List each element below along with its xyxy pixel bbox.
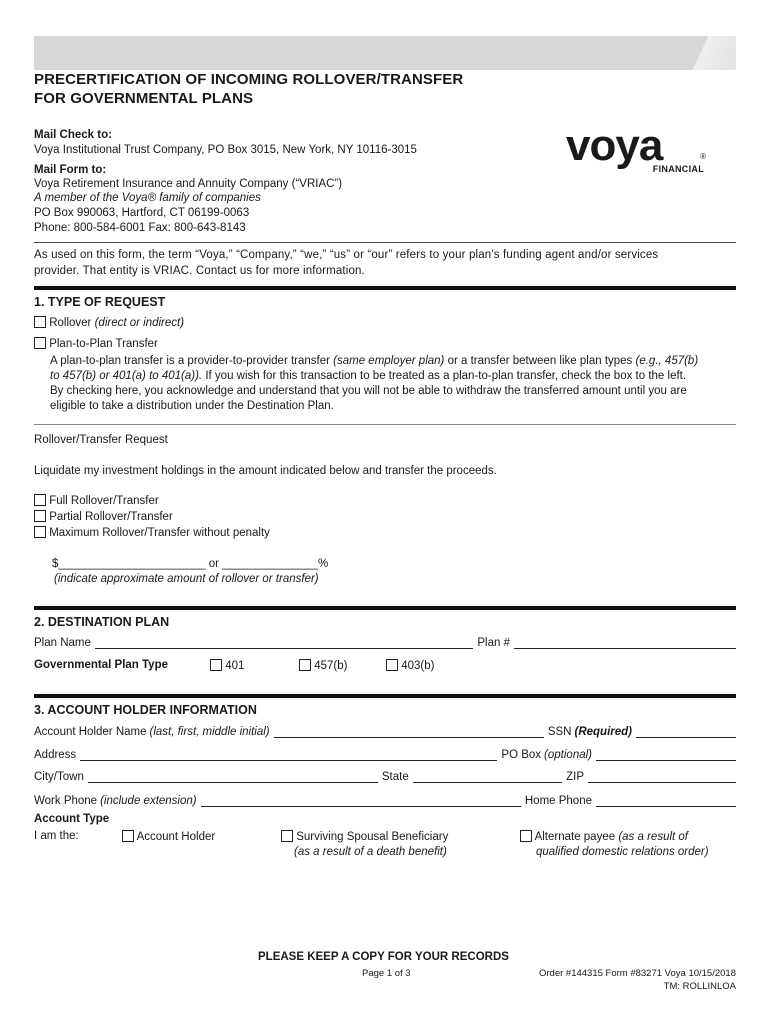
p2p-description bbox=[50, 354, 740, 414]
section-rule bbox=[34, 286, 736, 290]
full-rollover-option[interactable] bbox=[34, 494, 159, 509]
name-note: (last, first, middle initial) bbox=[149, 726, 270, 738]
spousal-beneficiary-option[interactable] bbox=[281, 830, 448, 845]
max-rollover-checkbox[interactable] bbox=[34, 526, 46, 538]
max-rollover-label: Maximum Rollover/Transfer without penalty bbox=[49, 527, 270, 539]
home-phone-field[interactable] bbox=[596, 795, 736, 807]
plan-type-403b-checkbox[interactable] bbox=[386, 659, 398, 671]
alternate-payee-checkbox[interactable] bbox=[520, 830, 532, 842]
banner-corner bbox=[672, 36, 736, 70]
plan-type-401[interactable] bbox=[210, 659, 244, 674]
alternate-payee-label: Alternate payee bbox=[534, 831, 616, 843]
section-rule bbox=[34, 606, 736, 610]
keep-copy-notice: PLEASE KEEP A COPY FOR YOUR RECORDS bbox=[258, 951, 509, 963]
home-phone-label: Home Phone bbox=[524, 795, 592, 807]
partial-rollover-label: Partial Rollover/Transfer bbox=[49, 511, 173, 523]
plan-type-457b-checkbox[interactable] bbox=[299, 659, 311, 671]
tm-code: TM: ROLLINLOA bbox=[663, 981, 736, 992]
account-holder-option[interactable] bbox=[122, 830, 215, 845]
p2p-text: If you wish for this transaction to be treated as a plan-to-plan transfer, check the box to the left. bbox=[202, 370, 687, 382]
alternate-payee-note: (as a result of bbox=[618, 831, 688, 843]
alternate-payee-note-2: qualified domestic relations order) bbox=[536, 846, 709, 858]
work-phone-label: Work Phone bbox=[34, 795, 98, 807]
account-holder-label: Account Holder bbox=[136, 831, 216, 843]
section1-heading: 1. TYPE OF REQUEST bbox=[34, 295, 166, 309]
account-name-row bbox=[34, 726, 736, 738]
zip-label: ZIP bbox=[566, 771, 584, 783]
work-phone-field[interactable] bbox=[201, 795, 521, 807]
spousal-note: (as a result of a death benefit) bbox=[294, 846, 447, 858]
order-info: Order #144315 Form #83271 Voya 10/15/2018 bbox=[538, 968, 736, 979]
city-field[interactable] bbox=[88, 771, 378, 783]
p2p-text-italic: (e.g., 457(b) bbox=[635, 355, 699, 367]
plan-type-401-label: 401 bbox=[225, 660, 245, 672]
zip-field[interactable] bbox=[588, 771, 736, 783]
phone-row bbox=[34, 795, 736, 807]
name-label: Account Holder Name bbox=[34, 726, 147, 738]
section3-heading: 3. ACCOUNT HOLDER INFORMATION bbox=[34, 703, 257, 717]
partial-rollover-checkbox[interactable] bbox=[34, 510, 46, 522]
plan-type-457b-label: 457(b) bbox=[314, 660, 348, 672]
amount-field[interactable]: $_______________________ or _______________% bbox=[52, 558, 329, 570]
work-phone-note: (include extension) bbox=[100, 795, 197, 807]
p2p-text: By checking here, you acknowledge and understand that you will not be able to withdraw the transferred amount until you are bbox=[50, 385, 687, 397]
section-rule bbox=[34, 694, 736, 698]
amount-note: (indicate approximate amount of rollover or transfer) bbox=[54, 573, 319, 585]
plan-type-403b-label: 403(b) bbox=[401, 660, 435, 672]
address-field[interactable] bbox=[80, 749, 497, 761]
max-rollover-option[interactable] bbox=[34, 526, 270, 541]
divider bbox=[34, 242, 736, 243]
section2-heading: 2. DESTINATION PLAN bbox=[34, 615, 170, 629]
address-label: Address bbox=[34, 749, 77, 761]
liquidate-text: Liquidate my investment holdings in the amount indicated below and transfer the proceeds. bbox=[34, 465, 497, 477]
mail-check-label: Mail Check to: bbox=[34, 129, 112, 141]
p2p-text-italic: to 457(b) or 401(a) to 401(a)). bbox=[50, 370, 203, 382]
plan-name-row bbox=[34, 637, 736, 649]
rollover-checkbox[interactable] bbox=[34, 316, 46, 328]
pobox-field[interactable] bbox=[596, 749, 736, 761]
rollover-label: Rollover bbox=[49, 317, 92, 329]
mail-form-label: Mail Form to: bbox=[34, 164, 107, 176]
p2p-text: A plan-to-plan transfer is a provider-to-provider transfer bbox=[50, 355, 334, 367]
mail-form-phone: Phone: 800-584-6001 Fax: 800-643-8143 bbox=[34, 222, 246, 234]
city-label: City/Town bbox=[34, 771, 84, 783]
account-type-label: Account Type bbox=[34, 813, 110, 825]
rollover-note: (direct or indirect) bbox=[94, 317, 185, 329]
pobox-label: PO Box bbox=[501, 749, 542, 761]
state-field[interactable] bbox=[413, 771, 562, 783]
mail-form-po: PO Box 990063, Hartford, CT 06199-0063 bbox=[34, 207, 250, 219]
i-am-label: I am the: bbox=[34, 830, 79, 842]
logo-financial: FINANCIAL bbox=[652, 164, 704, 174]
ssn-label: SSN bbox=[547, 726, 572, 738]
ssn-note: (Required) bbox=[574, 726, 632, 738]
voya-logo bbox=[566, 121, 706, 178]
definition-line-2: provider. That entity is VRIAC. Contact us for more information. bbox=[34, 265, 365, 277]
state-label: State bbox=[381, 771, 409, 783]
p2p-label: Plan-to-Plan Transfer bbox=[49, 338, 158, 350]
pobox-note: (optional) bbox=[544, 749, 592, 761]
alternate-payee-option[interactable] bbox=[520, 830, 688, 845]
logo-registered-mark: ® bbox=[700, 152, 706, 161]
plan-number-field[interactable] bbox=[514, 637, 736, 649]
account-holder-checkbox[interactable] bbox=[122, 830, 134, 842]
city-row bbox=[34, 771, 736, 783]
title-line-2: FOR GOVERNMENTAL PLANS bbox=[34, 90, 254, 107]
plan-number-label: Plan # bbox=[477, 637, 510, 649]
divider bbox=[34, 424, 736, 425]
spousal-beneficiary-label: Surviving Spousal Beneficiary bbox=[296, 831, 449, 843]
page-title bbox=[34, 70, 463, 108]
spousal-beneficiary-checkbox[interactable] bbox=[281, 830, 293, 842]
mail-form-company: Voya Retirement Insurance and Annuity Company (“VRIAC”) bbox=[34, 178, 343, 190]
p2p-text-italic: (same employer plan) bbox=[333, 355, 445, 367]
logo-wordmark: voya bbox=[566, 121, 663, 170]
plan-name-label: Plan Name bbox=[34, 637, 91, 649]
address-row bbox=[34, 749, 736, 761]
partial-rollover-option[interactable] bbox=[34, 510, 173, 525]
page-number: Page 1 of 3 bbox=[362, 968, 411, 979]
plan-type-label: Governmental Plan Type bbox=[34, 659, 168, 671]
p2p-checkbox[interactable] bbox=[34, 337, 46, 349]
plan-name-field[interactable] bbox=[95, 637, 474, 649]
title-line-1: PRECERTIFICATION OF INCOMING ROLLOVER/TRANSFER bbox=[34, 71, 464, 88]
rollover-option[interactable] bbox=[34, 316, 184, 331]
account-name-field[interactable] bbox=[274, 726, 544, 738]
request-label: Rollover/Transfer Request bbox=[34, 434, 168, 446]
p2p-option[interactable] bbox=[34, 337, 158, 352]
mail-check-address: Voya Institutional Trust Company, PO Box 3015, New York, NY 10116-3015 bbox=[34, 144, 417, 156]
header-banner bbox=[34, 36, 736, 70]
plan-type-401-checkbox[interactable] bbox=[210, 659, 222, 671]
full-rollover-label: Full Rollover/Transfer bbox=[49, 495, 159, 507]
p2p-text: or a transfer between like plan types bbox=[444, 355, 636, 367]
ssn-field[interactable] bbox=[636, 726, 736, 738]
plan-type-403b[interactable] bbox=[386, 659, 434, 674]
mail-form-member: A member of the Voya® family of companies bbox=[34, 192, 261, 204]
plan-type-457b[interactable] bbox=[299, 659, 347, 674]
p2p-text: eligible to take a distribution under the Destination Plan. bbox=[50, 400, 334, 412]
definition-line-1: As used on this form, the term “Voya,” “Company,” “we,” “us” or “our” refers to your plan’s funding agent and/or services bbox=[34, 249, 659, 261]
full-rollover-checkbox[interactable] bbox=[34, 494, 46, 506]
